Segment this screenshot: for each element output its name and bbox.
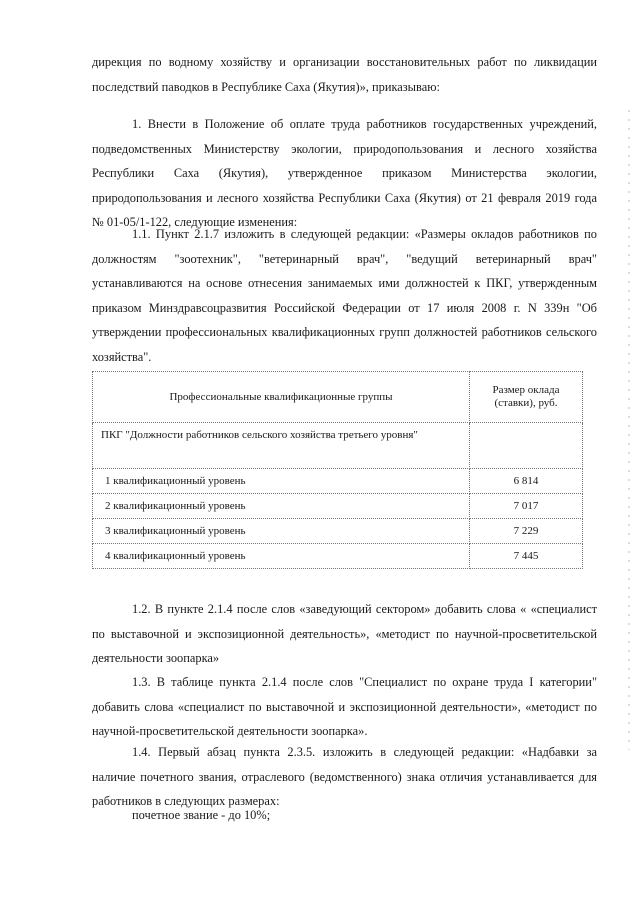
level-salary: 6 814 (470, 469, 583, 494)
item-1-paragraph: 1. Внести в Положение об оплате труда работников государственных учреждений, подведомственных Министерству экологии, природопользования и лесного хозяйства Республики Саха (Якутия), утвержденное приказом Министерства экологии, природопользования и лесного хозяйства Республики Саха (Якутия) от 21 февраля 2019 года № 01-05/1-122, следующие изменения: (92, 117, 597, 229)
header-salary-size: Размер оклада (ставки), руб. (470, 372, 583, 423)
table-row (93, 544, 583, 569)
level-salary: 7 229 (470, 519, 583, 544)
table-group-row (93, 423, 583, 469)
item-1-4-paragraph: 1.4. Первый абзац пункта 2.3.5. изложить в следующей редакции: «Надбавки за наличие почетного звания, отраслевого (ведомственного) знака отличия устанавливается для работников в следующих размерах: (92, 745, 597, 808)
level-salary: 7 445 (470, 544, 583, 569)
level-name: 2 квалификационный уровень (93, 494, 470, 519)
item-1-2-paragraph: 1.2. В пункте 2.1.4 после слов «заведующий сектором» добавить слова « «специалист по выставочной и экспозиционной деятельность», «методист по научной-просветительской деятельности зоопарка» (92, 602, 597, 665)
item-1-3-paragraph: 1.3. В таблице пункта 2.1.4 после слов "Специалист по охране труда I категории" добавить слова «специалист по выставочной и экспозиционной деятельности», «методист по научной-просветительской деятельности зоопарка». (92, 675, 597, 738)
group-title: ПКГ "Должности работников сельского хозяйства третьего уровня" (93, 423, 470, 469)
level-salary: 7 017 (470, 494, 583, 519)
level-name: 3 квалификационный уровень (93, 519, 470, 544)
intro-paragraph: дирекция по водному хозяйству и организации восстановительных работ по ликвидации последствий паводков в Республике Саха (Якутия)», приказываю: (92, 55, 597, 94)
group-value-empty (470, 423, 583, 469)
header-qualification-groups: Профессиональные квалификационные группы (93, 372, 470, 423)
table-row (93, 494, 583, 519)
scan-margin-marks (628, 110, 630, 750)
salary-table (92, 371, 583, 569)
table-row (93, 519, 583, 544)
level-name: 1 квалификационный уровень (93, 469, 470, 494)
table-row (93, 469, 583, 494)
honorary-title-line: почетное звание - до 10%; (132, 808, 271, 822)
item-1-1-paragraph: 1.1. Пункт 2.1.7 изложить в следующей редакции: «Размеры окладов работников по должностям "зоотехник", "ветеринарный врач", "ведущий ветеринарный врач" устанавливаются на основе отнесения занимаемых ими должностей к ПКГ, утвержденным приказом Минздравсоцразвития Российской Федерации от 17 июля 2008 г. N 339н "Об утверждении профессиональных квалификационных групп должностей работников сельского хозяйства". (92, 227, 597, 364)
level-name: 4 квалификационный уровень (93, 544, 470, 569)
table-header-row (93, 372, 583, 423)
